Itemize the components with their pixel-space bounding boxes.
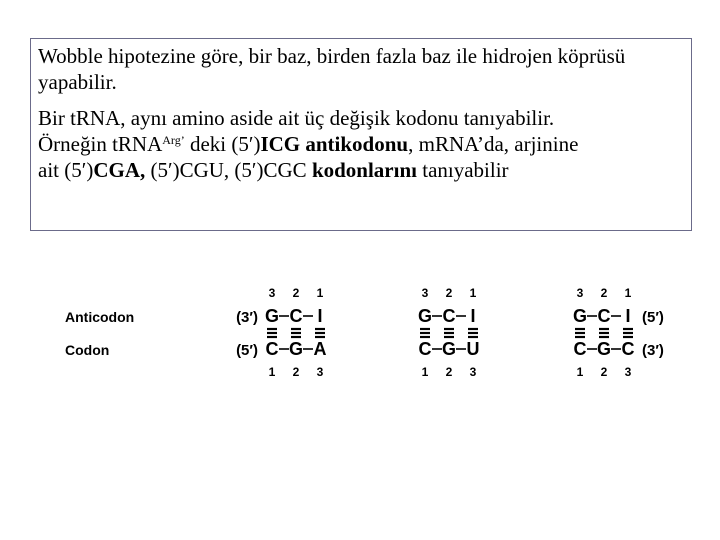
top-number: 2: [445, 286, 453, 300]
codon-base: G: [441, 339, 457, 359]
codon-base: G: [288, 339, 304, 359]
anticodon-base: G: [572, 306, 588, 326]
top-number: 2: [600, 286, 608, 300]
trna-superscript: Arg’: [162, 133, 185, 147]
anticodon-bold: ICG antikodonu: [260, 132, 409, 156]
top-number: 3: [421, 286, 429, 300]
kodonlarini-bold: kodonlarını: [311, 158, 417, 182]
anticodon-base: G: [264, 306, 280, 326]
bottom-number: 2: [600, 365, 608, 379]
trna-line-3-a: ait (5′): [38, 158, 94, 182]
strand-end-label: (5′): [236, 342, 258, 359]
wobble-pairing-diagram: [0, 280, 720, 390]
top-number: 2: [292, 286, 300, 300]
paragraph-trna: [38, 105, 691, 183]
bottom-number: 3: [316, 365, 324, 379]
top-number: 3: [576, 286, 584, 300]
bottom-number: 2: [292, 365, 300, 379]
anticodon-base: C: [442, 306, 456, 326]
paragraph-wobble: Wobble hipotezine göre, bir baz, birden fazla baz ile hidrojen köprüsü yapabilir.: [38, 44, 626, 94]
trna-line-3-b: (5′)CGU, (5′)CGC: [145, 158, 312, 182]
codon-base: C: [265, 339, 279, 359]
bottom-number: 3: [624, 365, 632, 379]
trna-line-1: Bir tRNA, aynı amino aside ait üç değişik kodonu tanıyabilir.: [38, 106, 555, 130]
trna-line-2-a: Örneğin tRNA: [38, 132, 163, 156]
anticodon-base: I: [470, 306, 476, 326]
bottom-number: 3: [469, 365, 477, 379]
top-number: 1: [469, 286, 477, 300]
codon-base: U: [466, 339, 480, 359]
codon-base: G: [596, 339, 612, 359]
bottom-number: 1: [421, 365, 429, 379]
anticodon-base: C: [597, 306, 611, 326]
strand-end-label: (3′): [236, 309, 258, 326]
anticodon-base: G: [417, 306, 433, 326]
bottom-number: 1: [268, 365, 276, 379]
trna-line-2-b: deki (5′): [184, 132, 261, 156]
anticodon-base: I: [317, 306, 323, 326]
anticodon-row-label: Anticodon: [65, 309, 135, 325]
text-box: [30, 38, 692, 231]
top-number: 3: [268, 286, 276, 300]
trna-line-3-c: tanıyabilir: [416, 158, 509, 182]
codon-base: C: [418, 339, 432, 359]
pairing-figure: [0, 280, 720, 390]
codon-row-label: Codon: [65, 342, 110, 358]
anticodon-base: C: [289, 306, 303, 326]
anticodon-base: I: [625, 306, 631, 326]
codon-base: A: [313, 339, 327, 359]
bottom-number: 1: [576, 365, 584, 379]
codon-base: C: [573, 339, 587, 359]
trna-line-2-c: , mRNA’da, arjinine: [408, 132, 579, 156]
codon-base: C: [621, 339, 635, 359]
top-number: 1: [316, 286, 324, 300]
strand-end-label: (5′): [642, 309, 664, 326]
top-number: 1: [624, 286, 632, 300]
bottom-number: 2: [445, 365, 453, 379]
codon-cga-bold: CGA,: [93, 158, 146, 182]
strand-end-label: (3′): [642, 342, 664, 359]
